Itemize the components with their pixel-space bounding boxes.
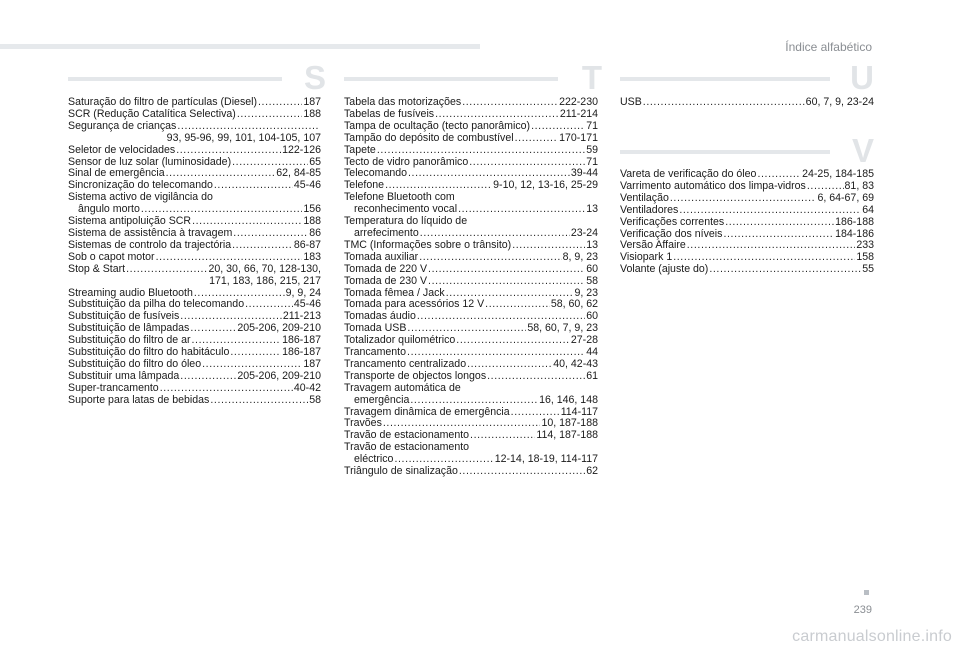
entry-pages: 233 [856, 239, 874, 252]
dot-leader [210, 395, 308, 407]
entry-line [344, 276, 598, 288]
letter-s: S [303, 59, 326, 96]
entry-pages: 13 [586, 238, 598, 251]
entry-pages: 71 [586, 119, 598, 132]
entry-pages: 58, 60, 7, 9, 23 [527, 322, 598, 335]
page-number: 239 [853, 604, 872, 616]
dot-leader [725, 217, 834, 229]
entry-pages: 8, 9, 23 [562, 250, 598, 263]
entry-pages: 55 [862, 263, 874, 276]
entry-pages: 71 [586, 155, 598, 168]
entry-pages-continued: 171, 183, 186, 215, 217 [209, 274, 321, 287]
entry-term-continued: eléctrico [354, 453, 394, 466]
entry-pages: 205-206, 209-210 [237, 369, 321, 382]
entry-pages: 40, 42-43 [553, 357, 598, 370]
index-entry [68, 252, 321, 264]
entry-term: Ventiladores [620, 203, 679, 216]
entry-pages: 114, 187-188 [536, 429, 598, 442]
entry-pages: 9, 9, 24 [285, 286, 321, 299]
entry-line [68, 264, 321, 276]
entry-term: Sistema de assistência à travagem [68, 226, 233, 239]
index-entry [68, 383, 321, 395]
dot-leader [458, 204, 585, 216]
dot-leader [643, 97, 805, 109]
index-entry [344, 264, 598, 276]
entry-pages: 188 [303, 107, 321, 120]
entry-pages: 60 [586, 262, 598, 275]
entry-term: Substituição do filtro de ar [68, 334, 191, 347]
entry-line [620, 193, 874, 205]
letter-header-t [344, 59, 602, 96]
entry-term: Verificações correntes [620, 215, 725, 228]
entry-pages: 44 [586, 346, 598, 359]
entry-term: Totalizador quilométrico [344, 334, 456, 347]
dot-leader [470, 430, 535, 442]
entry-pages: 187 [303, 357, 321, 370]
index-entry [344, 192, 598, 216]
entry-pages: 81, 83 [844, 179, 874, 192]
dot-leader [180, 371, 236, 383]
entry-line [68, 121, 321, 133]
entry-term: Segurança de crianças [68, 119, 177, 132]
entry-pages: 13 [586, 203, 598, 216]
entry-term: Tecto de vidro panorâmico [344, 155, 469, 168]
entry-pages: 64 [862, 203, 874, 216]
entry-pages: 10, 187-188 [541, 417, 598, 430]
entry-line [344, 395, 598, 407]
dot-leader [160, 383, 293, 395]
entry-term: Sistema antipoluição SCR [68, 215, 192, 228]
entry-term: Verificação dos níveis [620, 227, 723, 240]
letter-rule [68, 77, 282, 81]
entry-term: USB [620, 96, 642, 108]
entry-term: Tampão do depósito de combustível [344, 131, 514, 144]
entry-pages: 93, 95-96, 99, 101, 104-105, 107 [166, 131, 321, 144]
header-rule [0, 44, 480, 49]
entry-pages: 23-24 [570, 226, 598, 239]
entry-term: Sincronização do telecomando [68, 179, 213, 192]
index-entry [620, 217, 874, 229]
dot-leader [687, 240, 856, 252]
entry-pages: 12-14, 18-19, 114-117 [494, 453, 598, 466]
index-entry [620, 264, 874, 276]
entry-term-continued: ângulo morto [78, 203, 140, 216]
entry-term: Substituição de fusíveis [68, 310, 180, 323]
dot-leader [377, 145, 585, 157]
entry-line [344, 371, 598, 383]
entry-line [68, 395, 321, 407]
dot-leader [487, 371, 585, 383]
index-column-u [620, 97, 874, 109]
entry-pages: 205-206, 209-210 [237, 322, 321, 335]
entry-term: Tomada de 220 V [344, 262, 428, 275]
entry-term: SCR (Redução Catalítica Selectiva) [68, 107, 236, 120]
entry-pages: 9, 23 [574, 286, 598, 299]
entry-pages: 16, 146, 148 [539, 393, 598, 406]
index-entry [344, 276, 598, 288]
letter-v: V [851, 132, 874, 169]
entry-term: Telefone [344, 179, 385, 192]
entry-pages: 45-46 [293, 179, 321, 192]
index-entry [344, 121, 598, 133]
entry-line [344, 145, 598, 157]
index-entry [620, 193, 874, 205]
entry-line [620, 205, 874, 217]
entry-term: Tapete [344, 143, 376, 156]
entry-pages: 27-28 [570, 334, 598, 347]
entry-term: Streaming audio Bluetooth [68, 286, 193, 299]
entry-pages: 6, 64-67, 69 [817, 191, 874, 204]
entry-line [620, 264, 874, 276]
entry-pages: 62 [586, 465, 598, 478]
entry-term: Tomadas áudio [344, 310, 416, 323]
entry-line [344, 264, 598, 276]
entry-term-continued: emergência [354, 393, 410, 406]
letter-header-s [68, 59, 326, 96]
dot-leader [156, 252, 303, 264]
dot-leader [679, 205, 861, 217]
entry-pages: 211-213 [282, 310, 321, 323]
dot-leader [428, 264, 585, 276]
entry-pages: 20, 30, 66, 70, 128-130, [208, 262, 321, 275]
index-entry [344, 240, 598, 252]
entry-term: Telecomando [344, 167, 408, 180]
entry-line [620, 217, 874, 229]
entry-term: Tabelas de fusíveis [344, 107, 435, 120]
entry-term: Travões [344, 417, 382, 430]
index-entry [344, 466, 598, 478]
dot-leader [512, 240, 585, 252]
entry-term: Super-trancamento [68, 381, 159, 394]
letter-u: U [850, 59, 874, 96]
entry-term: Versão Affaire [620, 239, 686, 252]
dot-leader [177, 121, 320, 133]
entry-pages: 122-126 [282, 143, 321, 156]
dot-leader [214, 180, 293, 192]
entry-term: Tomada USB [344, 322, 407, 335]
entry-pages: 9-10, 12, 13-16, 25-29 [493, 179, 598, 192]
entry-term: Substituir uma lâmpada [68, 369, 180, 382]
dot-leader [237, 109, 303, 121]
entry-line [620, 97, 874, 109]
entry-term-continued: arrefecimento [354, 226, 419, 239]
entry-pages: 187 [303, 96, 321, 108]
letter-rule [344, 77, 558, 81]
entry-term: Sensor de luz solar (luminosidade) [68, 155, 232, 168]
index-entry [344, 383, 598, 407]
entry-pages: 60, 7, 9, 23-24 [805, 96, 874, 108]
entry-term: Trancamento [344, 346, 407, 359]
dot-leader [469, 157, 585, 169]
entry-pages: 170-171 [559, 131, 598, 144]
index-entry [68, 121, 321, 145]
entry-term: Trancamento centralizado [344, 357, 467, 370]
entry-term: Substituição da pilha do telecomando [68, 298, 245, 311]
index-entry [344, 371, 598, 383]
entry-line [68, 252, 321, 264]
dot-leader [419, 252, 561, 264]
dot-leader [176, 145, 281, 157]
entry-pages: 58 [309, 393, 321, 406]
entry-term: Travão de estacionamento [344, 441, 470, 454]
watermark: carmanualsonline.info [792, 628, 952, 645]
dot-leader [456, 335, 570, 347]
entry-pages: 45-46 [293, 298, 321, 311]
entry-pages: 114-117 [560, 405, 598, 418]
letter-header-u [620, 59, 874, 96]
index-entry [344, 442, 598, 466]
entry-pages: 186-187 [282, 334, 321, 347]
entry-term: Seletor de velocidades [68, 143, 176, 156]
dot-leader [515, 133, 559, 145]
entry-term: Substituição do filtro do habitáculo [68, 346, 230, 359]
entry-pages: 86-87 [293, 238, 321, 251]
dot-leader [462, 97, 558, 109]
entry-pages: 24-25, 184-185 [802, 168, 874, 180]
entry-pages: 186-187 [282, 346, 321, 359]
entry-term: Travão de estacionamento [344, 429, 470, 442]
entry-pages: 60 [586, 310, 598, 323]
entry-pages: 188 [303, 215, 321, 228]
entry-term: TMC (Informações sobre o trânsito) [344, 238, 512, 251]
index-entry [344, 216, 598, 240]
entry-line [344, 121, 598, 133]
entry-term: Visiopark 1 [620, 251, 673, 264]
section-title: Índice alfabético [785, 40, 872, 54]
entry-pages: 39-44 [570, 167, 598, 180]
dot-leader [459, 466, 585, 478]
entry-pages: 61 [586, 369, 598, 382]
entry-term: Vareta de verificação do óleo [620, 168, 757, 180]
entry-pages: 222-230 [559, 96, 598, 108]
entry-term: Travagem automática de [344, 381, 461, 394]
entry-term: Substituição de lâmpadas [68, 322, 190, 335]
dot-leader [190, 323, 236, 335]
entry-pages: 184-186 [835, 227, 874, 240]
dot-leader [232, 240, 293, 252]
entry-term: Tomada para acessórios 12 V [344, 298, 485, 311]
dot-leader [670, 193, 817, 205]
entry-term: Triângulo de sinalização [344, 465, 458, 478]
index-entry [344, 252, 598, 264]
entry-line [68, 383, 321, 395]
index-entry [68, 240, 321, 252]
dot-leader [126, 264, 207, 276]
entry-term: Ventilação [620, 191, 669, 204]
index-column-s [68, 97, 321, 407]
entry-line [68, 371, 321, 383]
index-entry [68, 395, 321, 407]
entry-line [68, 145, 321, 157]
index-entry [620, 97, 874, 109]
entry-pages: 40-42 [293, 381, 321, 394]
entry-term: Tomada de 230 V [344, 274, 428, 287]
index-entry [68, 145, 321, 157]
entry-pages: 156 [303, 203, 321, 216]
letter-rule [620, 77, 830, 81]
index-entry [344, 145, 598, 157]
entry-term: Temperatura do líquido de [344, 215, 468, 228]
entry-term: Suporte para latas de bebidas [68, 393, 210, 406]
index-column-v [620, 169, 874, 276]
index-entry [620, 205, 874, 217]
entry-pages: 62, 84-85 [276, 167, 321, 180]
entry-term: Tomada auxiliar [344, 250, 419, 263]
entry-pages: 186-188 [835, 215, 874, 228]
entry-pages: 65 [309, 155, 321, 168]
dot-leader [230, 347, 281, 359]
entry-line [344, 133, 598, 145]
entry-term-continued: reconhecimento vocal [354, 203, 458, 216]
entry-term: Sistema activo de vigilância do [68, 191, 213, 204]
index-entry [68, 192, 321, 216]
entry-term: Sinal de emergência [68, 167, 165, 180]
entry-term: Travagem dinâmica de emergência [344, 405, 510, 418]
letter-t: T [581, 59, 602, 96]
page-marker [864, 590, 869, 595]
entry-term: Tabela das motorizações [344, 96, 462, 108]
index-entry [344, 133, 598, 145]
entry-pages: 58, 60, 62 [550, 298, 598, 311]
entry-term: Stop & Start [68, 262, 126, 275]
entry-term: Tampa de ocultação (tecto panorâmico) [344, 119, 531, 132]
letter-header-v [620, 132, 874, 169]
dot-leader [428, 276, 585, 288]
entry-pages: 183 [303, 250, 321, 263]
entry-line [68, 240, 321, 252]
entry-term: Tomada fêmea / Jack [344, 286, 445, 299]
index-entry [68, 371, 321, 383]
entry-term: Varrimento automático dos limpa-vidros [620, 179, 806, 192]
entry-term: Substituição do filtro do óleo [68, 357, 202, 370]
dot-leader [531, 121, 585, 133]
entry-term: Transporte de objectos longos [344, 369, 487, 382]
entry-line [344, 252, 598, 264]
entry-term: Volante (ajuste do) [620, 263, 709, 276]
entry-pages: 158 [856, 251, 874, 264]
entry-term: Telefone Bluetooth com [344, 191, 455, 204]
dot-leader [410, 395, 538, 407]
entry-term: Sob o capot motor [68, 250, 155, 263]
index-entry [68, 264, 321, 288]
entry-line [344, 466, 598, 478]
index-column-t [344, 97, 598, 478]
letter-rule [620, 150, 830, 154]
entry-pages: 86 [309, 226, 321, 239]
entry-pages: 58 [586, 274, 598, 287]
entry-pages: 211-214 [559, 107, 598, 120]
dot-leader [485, 299, 550, 311]
dot-leader [723, 229, 834, 241]
entry-pages: 59 [586, 143, 598, 156]
entry-term: Sistemas de controlo da trajectória [68, 238, 232, 251]
entry-line [344, 240, 598, 252]
dot-leader [258, 97, 302, 109]
entry-term: Saturação do filtro de partículas (Diesel) [68, 96, 258, 108]
dot-leader [709, 264, 861, 276]
